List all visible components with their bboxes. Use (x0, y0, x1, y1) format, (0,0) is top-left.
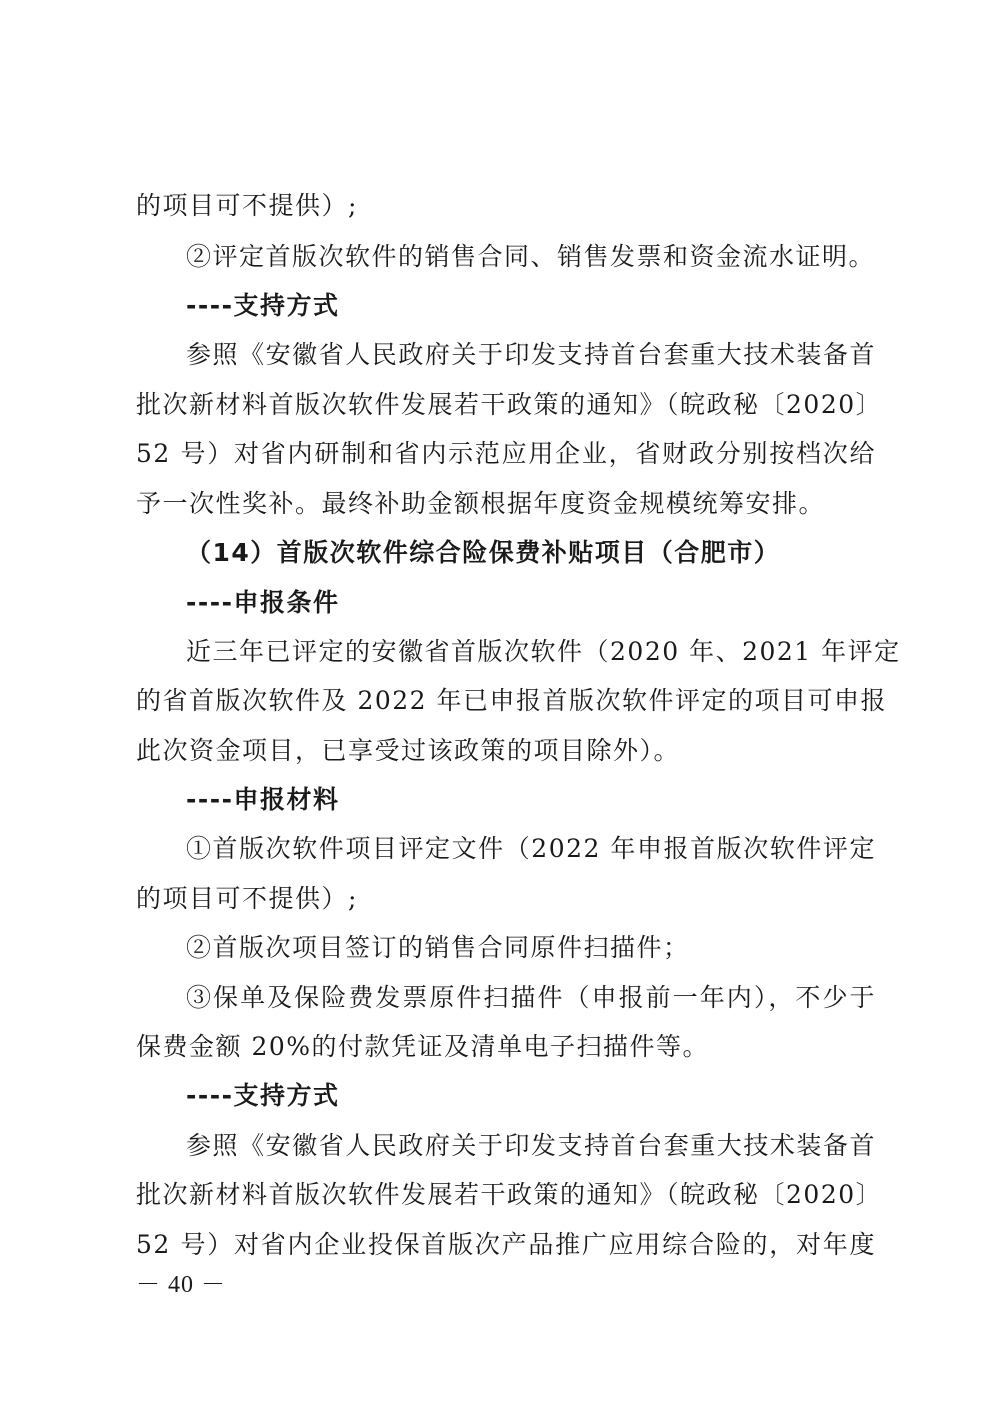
text-line-paragraph: 批次新材料首版次软件发展若干政策的通知》（皖政秘〔2020〕 (136, 390, 883, 419)
text-line-paragraph: 批次新材料首版次软件发展若干政策的通知》（皖政秘〔2020〕 (136, 1180, 883, 1209)
text-line-continuation: 的项目可不提供）; (136, 191, 358, 220)
text-line-paragraph: 参照《安徽省人民政府关于印发支持首台套重大技术装备首 (186, 340, 876, 369)
text-line-list-item: ②首版次项目签订的销售合同原件扫描件； (186, 933, 690, 962)
page-number: － 40 － (136, 1272, 226, 1298)
section-heading-support-method: ----支持方式 (186, 1081, 340, 1110)
text-line-paragraph: 52 号）对省内研制和省内示范应用企业，省财政分别按档次给 (136, 439, 876, 468)
section-heading-application-materials: ----申报材料 (186, 785, 340, 814)
text-line-list-item: ③保单及保险费发票原件扫描件（申报前一年内），不少于 (186, 983, 876, 1012)
text-line-list-item: ②评定首版次软件的销售合同、销售发票和资金流水证明。 (186, 242, 876, 271)
text-line-paragraph: 近三年已评定的安徽省首版次软件（2020 年、2021 年评定 (186, 637, 901, 666)
item-heading-14: （14）首版次软件综合险保费补贴项目（合肥市） (186, 538, 781, 567)
text-line-list-item: 的项目可不提供）; (136, 884, 358, 913)
section-heading-support-method: ----支持方式 (186, 291, 340, 320)
text-line-paragraph: 予一次性奖补。最终补助金额根据年度资金规模统筹安排。 (136, 489, 826, 518)
text-line-paragraph: 的省首版次软件及 2022 年已申报首版次软件评定的项目可申报 (136, 686, 888, 715)
text-line-list-item: 保费金额 20%的付款凭证及清单电子扫描件等。 (136, 1032, 710, 1061)
text-line-paragraph: 此次资金项目，已享受过该政策的项目除外）。 (136, 736, 681, 765)
section-heading-application-conditions: ----申报条件 (186, 588, 340, 617)
text-line-paragraph: 参照《安徽省人民政府关于印发支持首台套重大技术装备首 (186, 1131, 876, 1160)
text-line-paragraph: 52 号）对省内企业投保首版次产品推广应用综合险的，对年度 (136, 1230, 876, 1259)
text-line-list-item: ①首版次软件项目评定文件（2022 年申报首版次软件评定 (186, 834, 876, 863)
